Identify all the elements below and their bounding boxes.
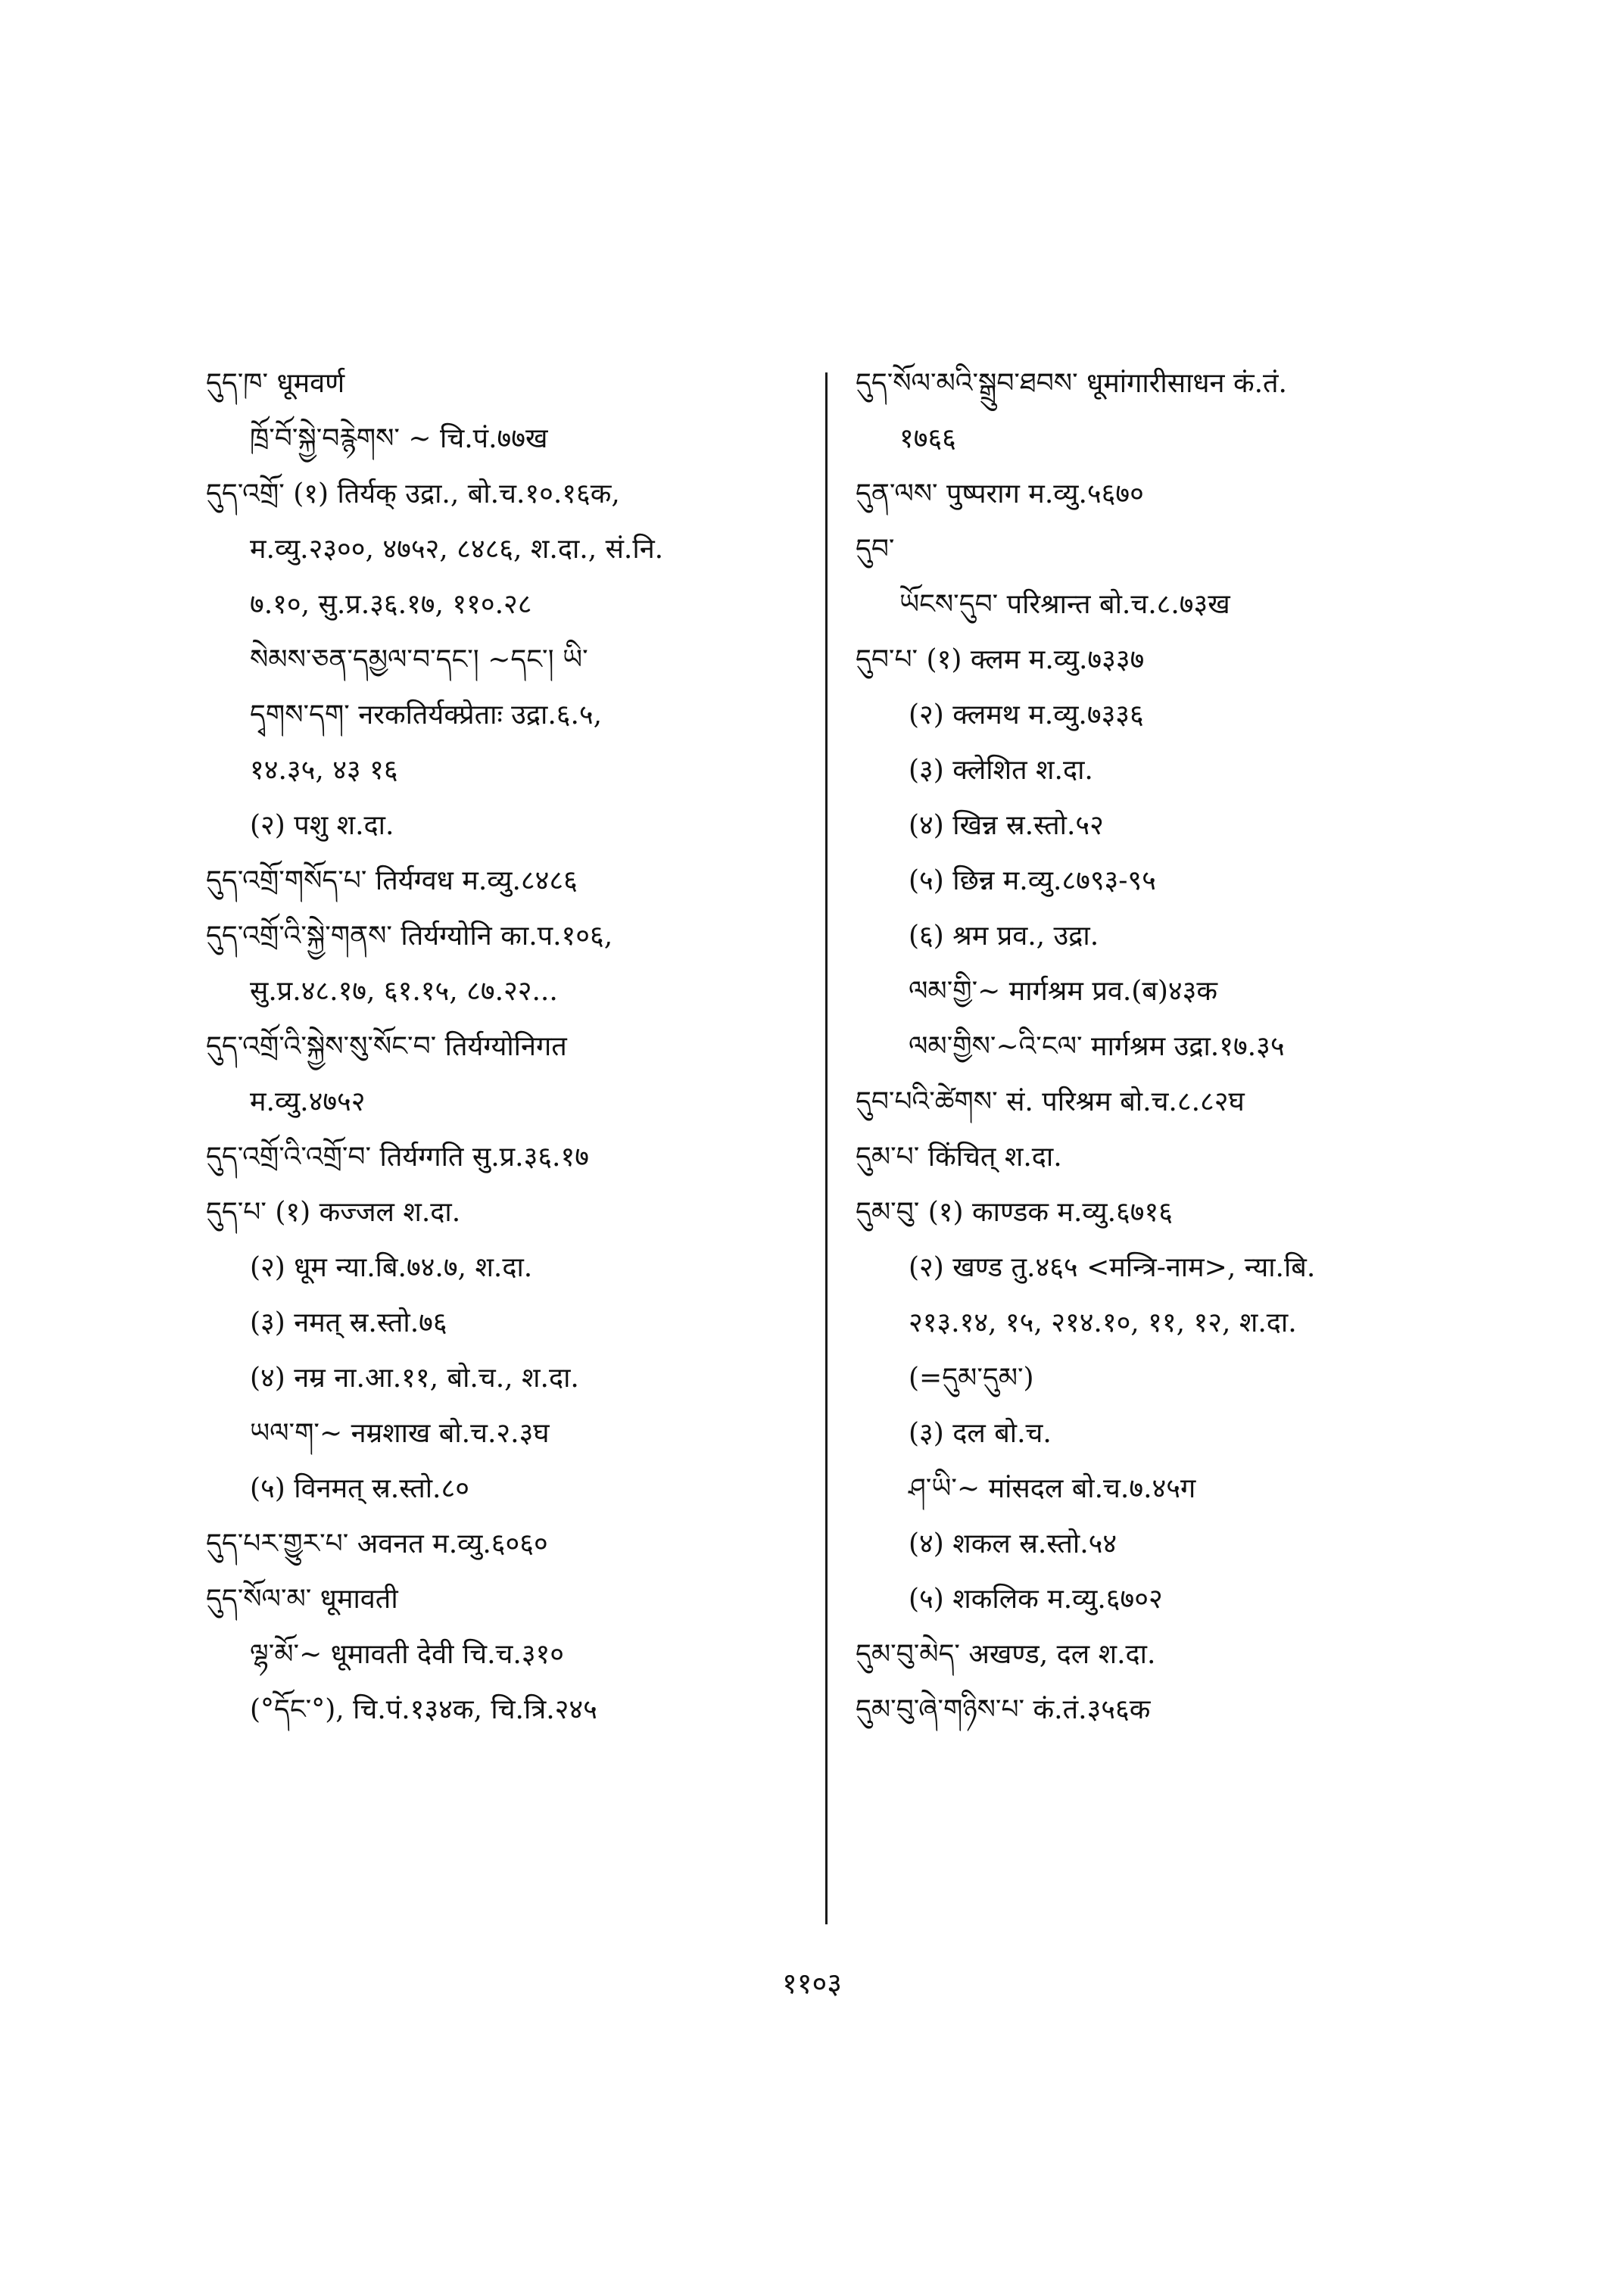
entry-line: དུབ་ xyxy=(856,534,895,565)
entry-line: དྭགས་དག་ नरकतिर्यक्प्रेताः उद्रा.६.५, xyxy=(250,699,603,731)
entry-line: དུད་སོལ་མ་ धूमावती xyxy=(206,1584,398,1615)
entry-line: २१३.१४, १५, २१४.१०, ११, १२, श.दा. xyxy=(909,1307,1297,1338)
entry-line: ལྷ་མོ་~ धूमावती देवी चि.च.३१० xyxy=(250,1639,564,1670)
page-number: ११०३ xyxy=(781,1967,843,2000)
entry-line: དུད་ཁ་ धूमवर्ण xyxy=(206,368,345,399)
entry-line: དུམ་པ་ किंचित् श.दा. xyxy=(856,1142,1062,1173)
left-column xyxy=(206,356,804,1737)
entry-line: १४.३५, ४३ १६ xyxy=(250,755,398,786)
entry-line: དུད་འགྲོ་འི་སྐྱེ་གནས་ तिर्यग्योनि का.प.१०६, xyxy=(206,921,613,952)
entry-line: དུབ་པའི་ཚེགས་ सं. परिश्रम बो.च.८.८२घ xyxy=(856,1086,1245,1117)
entry-line: (४) शकल स्र.स्तो.५४ xyxy=(909,1528,1117,1559)
entry-line: म.व्यु.२३००, ४७५२, ८४८६, श.दा., सं.नि. xyxy=(250,534,664,565)
entry-line: དུད་འགྲོ་འི་སྐྱེས་སུ་སོང་བ་ तिर्यग्योनिगत xyxy=(206,1031,567,1062)
entry-line: དུད་འགྲོ་གསོད་པ་ तिर्यग्वध म.व्यु.८४८६ xyxy=(206,865,578,896)
entry-line: (°དོང་°), चि.पं.१३४क, चि.त्रि.२४५ xyxy=(250,1694,597,1725)
entry-line: (२) धूम न्या.बि.७४.७, श.दा. xyxy=(250,1252,533,1283)
entry-line: (४) नम्र ना.आ.११, बो.च., श.दा. xyxy=(250,1363,579,1394)
entry-line: (=དུམ་དུམ་) xyxy=(909,1363,1034,1394)
entry-line: དུམ་བུ་མེད་ अखण्ड, दल श.दा. xyxy=(856,1639,1156,1670)
entry-line: (४) खिन्न स्र.स्तो.५२ xyxy=(909,810,1104,841)
entry-line: म.व्यु.४७५२ xyxy=(250,1086,366,1117)
entry-line: དུམ་བུ་ (१) काण्डक म.व्यु.६७१६ xyxy=(856,1197,1173,1228)
entry-line: ७.१०, सु.प्र.३६.१७, ११०.२८ xyxy=(250,589,532,620)
entry-line: (५) छिन्न म.व्यु.८७९३-९५ xyxy=(909,865,1156,896)
entry-line: སེམས་ཅན་དམྱལ་བ་དང་། ~དང་། ཡི་ xyxy=(250,644,588,675)
entry-line: དུད་འགྲོ་ (१) तिर्यक् उद्रा., बो.च.१०.१६क, xyxy=(206,478,620,509)
entry-line: དུབ་པ་ (१) क्लम म.व्यु.७३३७ xyxy=(856,644,1145,675)
entry-line: सु.प्र.४८.१७, ६१.१५, ८७.२२... xyxy=(250,976,558,1007)
entry-line: (२) पशु श.दा. xyxy=(250,810,394,841)
entry-line: ལམ་གྱིས་~འི་ངལ་ मार्गश्रम उद्रा.१७.३५ xyxy=(909,1031,1285,1062)
entry-line: དུམ་བུ་ཞེ་གཉིས་པ་ कं.तं.३५६क xyxy=(856,1694,1151,1725)
right-column xyxy=(856,356,1492,1737)
entry-line: དུན་ལས་ पुष्पराग म.व्यु.५६७० xyxy=(856,478,1144,509)
entry-line: དུད་འགྲོ་འི་འགྲོ་བ་ तिर्यग्गति सु.प्र.३६.१७ xyxy=(206,1142,589,1173)
entry-line: (३) नमत् स्र.स्तो.७६ xyxy=(250,1307,447,1338)
entry-line: (२) खण्ड तु.४६५ <मन्त्रि-नाम>, न्या.बि. xyxy=(909,1252,1316,1283)
entry-line: १७६६ xyxy=(899,423,956,454)
entry-line: ཁྲོ་བོ་སྐྱེ་བརྙེགས་ ~ चि.पं.७७ख xyxy=(250,423,548,454)
entry-line: ལམ་གྱི་~ मार्गश्रम प्रव.(ब)४३क xyxy=(909,976,1218,1007)
entry-line: ཡོངས་དུབ་ परिश्रान्त बो.च.८.७३ख xyxy=(899,589,1230,620)
entry-line: ཤ་ཡི་~ मांसदल बो.च.७.४५ग xyxy=(909,1473,1196,1504)
entry-line: དུད་པ་ (१) कज्जल श.दा. xyxy=(206,1197,461,1228)
entry-line: (५) शकलिक म.व्यु.६७०२ xyxy=(909,1584,1163,1615)
entry-line: (२) क्लमथ म.व्यु.७३३६ xyxy=(909,699,1144,731)
entry-line: དུད་པར་གྱུར་པ་ अवनत म.व्यु.६०६० xyxy=(206,1528,548,1559)
entry-line: (६) श्रम प्रव., उद्रा. xyxy=(909,921,1099,952)
entry-line: (३) क्लेशित श.दा. xyxy=(909,755,1093,786)
entry-line: དུད་སོལ་མའི་སྒྲུབ་ཐབས་ धूमांगारीसाधन कं.तं. xyxy=(856,368,1288,399)
column-divider xyxy=(825,372,828,1924)
entry-line: ཡལ་ག་~ नम्रशाख बो.च.२.३घ xyxy=(250,1418,550,1449)
entry-line: (३) दल बो.च. xyxy=(909,1418,1052,1449)
entry-line: (५) विनमत् स्र.स्तो.८० xyxy=(250,1473,469,1504)
